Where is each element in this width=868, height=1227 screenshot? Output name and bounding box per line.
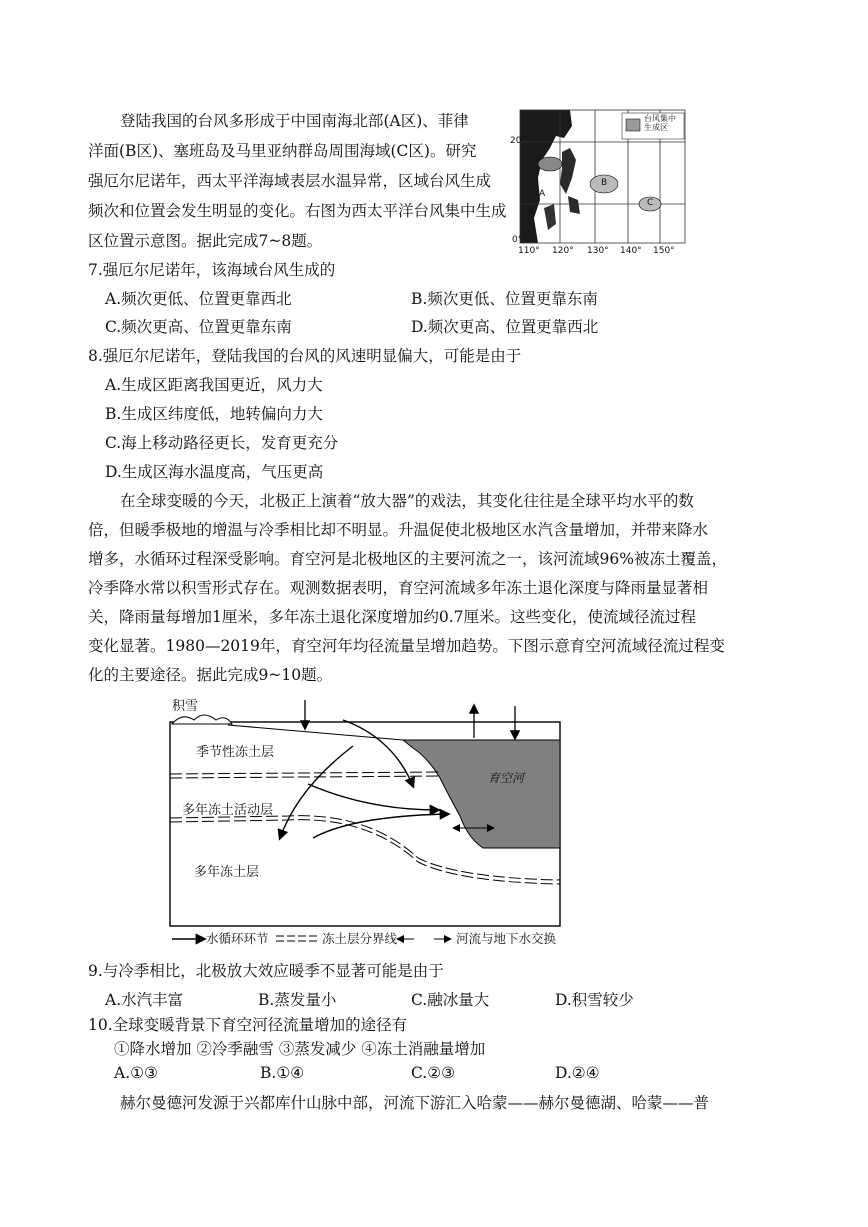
passage1-line4: 频次和位置会发生明显的变化。右图为西太平洋台风集中生成 [88,202,507,220]
passage1-line3: 强厄尔尼诺年，西太平洋海域表层水温异常，区域台风生成 [88,172,492,190]
passage3-line1: 赫尔曼德河发源于兴都库什山脉中部，河流下游汇入哈蒙——赫尔曼德湖、哈蒙——普 [120,1094,710,1112]
legend-boundary: 冻土层分界线 [322,931,398,946]
passage2-line5: 关，降雨量每增加1厘米，多年冻土退化深度增加约0.7厘米。这些变化，使流域径流过程 [88,608,697,626]
q10-option-b: B.①④ [260,1064,305,1082]
q10-items: ①降水增加 ②冷季融雪 ③蒸发减少 ④冻土消融量增加 [114,1040,486,1058]
q7-option-c: C.频次更高、位置更靠东南 [105,318,292,336]
passage2-line1: 在全球变暖的今天，北极正上演着“放大器”的戏法，其变化往往是全球平均水平的数 [120,492,694,510]
q8-option-a: A.生成区距离我国更近，风力大 [105,376,323,394]
q7-stem: 7.强厄尔尼诺年，该海域台风生成的 [88,261,336,279]
q7-option-d: D.频次更高、位置更靠西北 [411,318,599,336]
q10-option-c: C.②③ [411,1064,456,1082]
passage2-line6: 变化显著。1980—2019年，育空河年均径流量呈增加趋势。下图示意育空河流域径流过程变 [88,637,725,655]
legend-exchange: 河流与地下水交换 [456,931,557,946]
typhoon-zone-map [510,108,688,258]
passage1-line1: 登陆我国的台风多形成于中国南海北部(A区)、菲律 [120,112,469,130]
zone-c-label: C [647,198,654,208]
q9-option-c: C.融冰量大 [411,991,490,1009]
lon-140-label: 140° [620,246,642,256]
lat-0-label: 0° [512,235,523,245]
label-yukon-river: 育空河 [488,771,525,785]
q10-option-a: A.①③ [114,1064,158,1082]
legend-water-cycle: 水循环环节 [206,931,269,946]
q9-option-b: B.蒸发量小 [258,991,337,1009]
q8-stem: 8.强厄尔尼诺年，登陆我国的台风的风速明显偏大，可能是由于 [88,347,522,365]
q8-option-b: B.生成区纬度低，地转偏向力大 [105,405,323,423]
q9-stem: 9.与冷季相比，北极放大效应暖季不显著可能是由于 [88,962,444,980]
q10-stem: 10.全球变暖背景下育空河径流量增加的途径有 [88,1016,408,1034]
q9-option-d: D.积雪较少 [555,991,634,1009]
passage2-line7: 化的主要途径。据此完成9~10题。 [88,666,333,684]
runoff-pathway-diagram [168,698,588,954]
label-seasonal-frozen: 季节性冻土层 [196,745,275,760]
passage2-line4: 冷季降水常以积雪形式存在。观测数据表明，育空河流域多年冻土退化深度与降雨量显著相 [88,579,709,597]
passage2-line3: 增多，水循环过程深受影响。育空河是北极地区的主要河流之一，该河流域96%被冻土覆盖， [88,550,727,568]
passage2-line2: 倍，但暖季极地的增温与冷季相比却不明显。升温促使北极地区水汽含量增加，并带来降水 [88,521,709,539]
label-permafrost: 多年冻土层 [194,865,260,880]
q10-option-d: D.②④ [555,1064,600,1082]
q9-option-a: A.水汽丰富 [105,991,184,1009]
q8-option-c: C.海上移动路径更长，发育更充分 [105,434,339,452]
passage1-line2: 洋面(B区)、塞班岛及马里亚纳群岛周围海域(C区)。研究 [88,142,477,160]
q7-option-a: A.频次更低、位置更靠西北 [105,290,292,308]
lon-120-label: 120° [552,246,574,256]
lon-110-label: 110° [518,246,540,256]
q7-option-b: B.频次更低、位置更靠东南 [411,290,598,308]
lon-150-label: 150° [653,246,675,256]
label-active-layer: 多年冻土活动层 [182,803,274,818]
lon-130-label: 130° [587,246,609,256]
map-legend-label: 台风集中生成区 [644,114,676,133]
zone-a-label: A [539,189,546,199]
label-snow: 积雪 [172,699,199,714]
q8-option-d: D.生成区海水温度高，气压更高 [105,463,324,481]
passage1-line5: 区位置示意图。据此完成7~8题。 [88,232,323,250]
zone-b-label: B [601,178,608,188]
lat-20-label: 20° [510,136,526,146]
zone-a-shape [538,157,562,171]
